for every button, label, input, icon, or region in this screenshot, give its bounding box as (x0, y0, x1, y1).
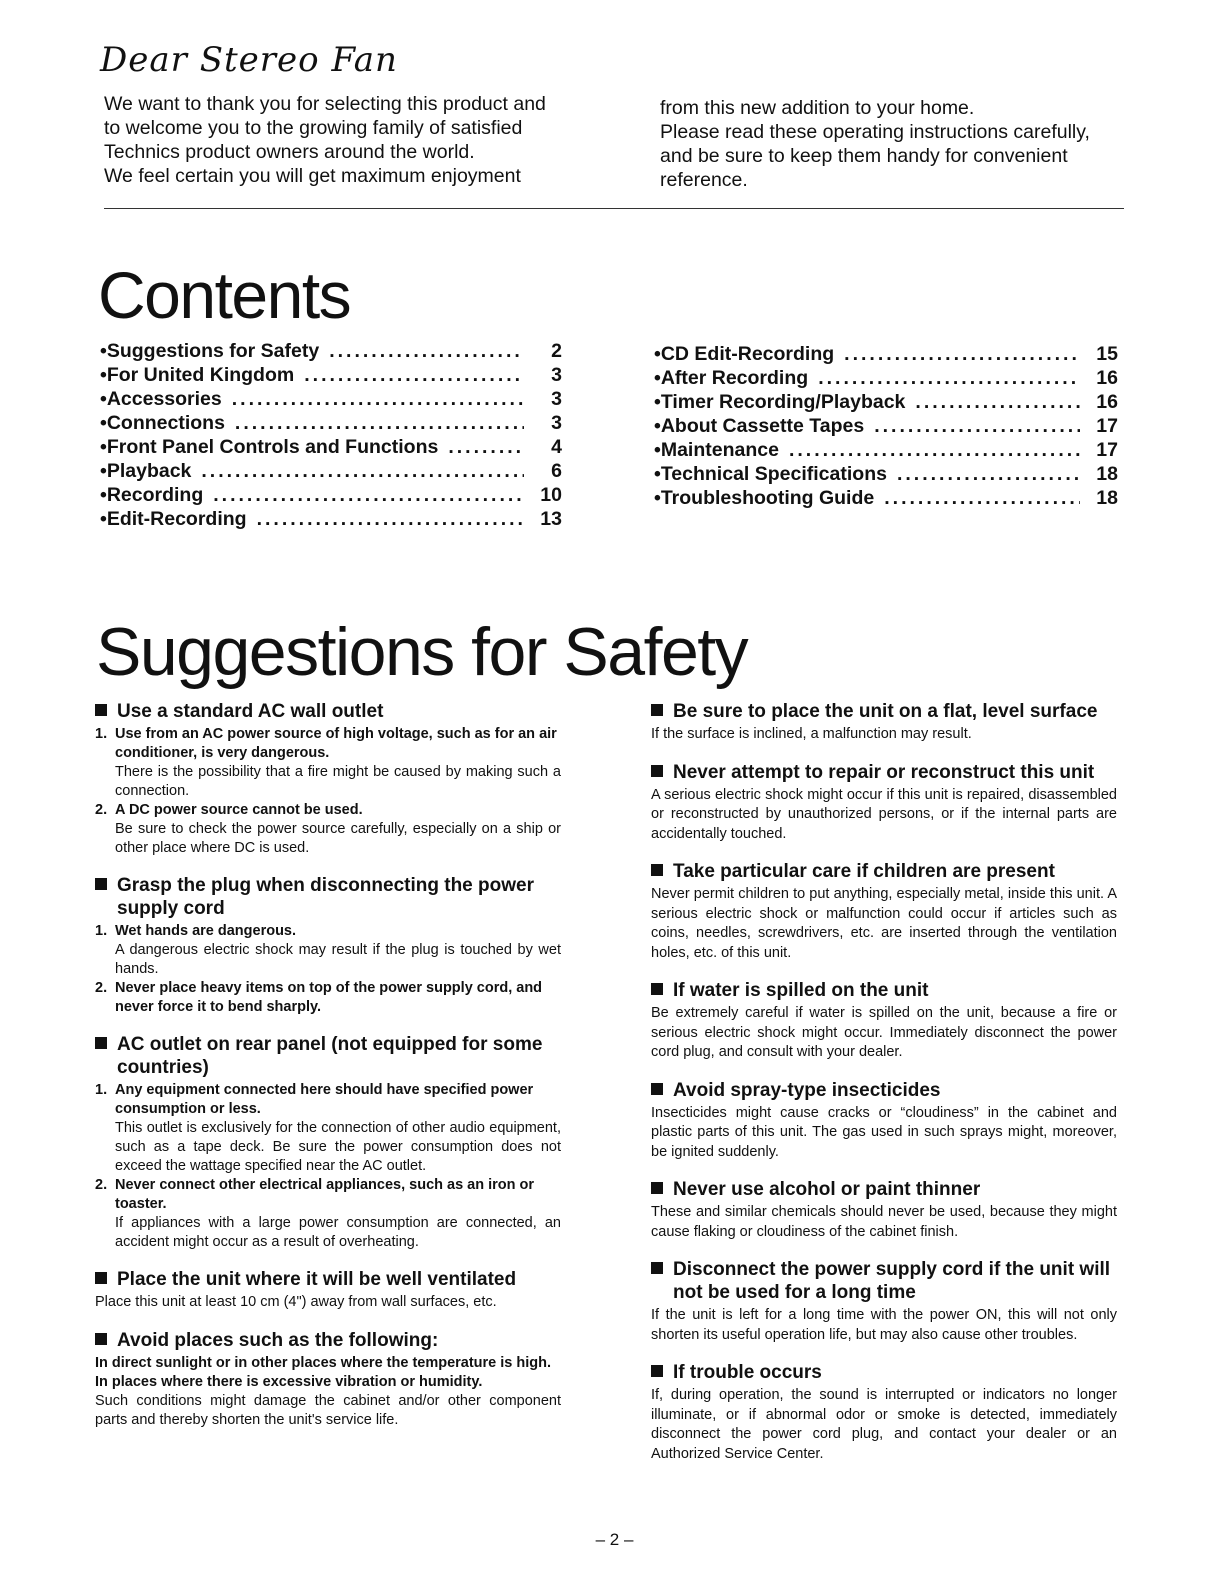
toc-right-column (654, 343, 1118, 511)
section-text: Place this unit at least 10 cm (4") away from wall surfaces, etc. (95, 1294, 497, 1310)
toc-page: 6 (551, 460, 562, 482)
item-text: If appliances with a large power consumption are connected, an accident might occur as a result of overheating. (115, 1215, 561, 1250)
item-bold: Never place heavy items on top of the power supply cord, and never force it to bend sharply. (115, 980, 543, 1015)
toc-leader (329, 340, 524, 363)
section-heading-text: AC outlet on rear panel (not equipped for some countries) (117, 1034, 543, 1078)
square-bullet-icon (95, 1037, 107, 1049)
toc-page: 18 (1096, 487, 1118, 509)
toc-page: 18 (1096, 463, 1118, 485)
safety-section (651, 1361, 1117, 1464)
toc-leader (232, 388, 524, 411)
safety-section (95, 874, 561, 1017)
toc-item (654, 487, 1118, 511)
toc-label: • After Recording (654, 367, 808, 390)
toc-label: • Accessories (100, 388, 222, 411)
toc-label: • Recording (100, 484, 203, 507)
safety-section (95, 1033, 561, 1252)
toc-item (100, 508, 562, 532)
toc-leader (201, 460, 524, 483)
toc-item (100, 412, 562, 436)
toc-page: 3 (551, 364, 562, 386)
section-text: Never permit children to put anything, especially metal, inside this unit. A serious electric shock or malfunction could occur if articles such as coins, needles, screwdrivers, etc. are inserted through the ventilation holes, etc. of this unit. (651, 886, 1117, 961)
toc-item (100, 460, 562, 484)
toc-label: • Playback (100, 460, 191, 483)
toc-page: 4 (551, 436, 562, 458)
section-text: If, during operation, the sound is interrupted or indicators no longer illuminate, or if abnormal odor or smoke is detected, immediately disconnect the power cord plug, and contact your dealer or an Authorized Service Center. (651, 1387, 1117, 1462)
intro-line: and be sure to keep them handy for convenient (660, 145, 1068, 167)
toc-item (654, 439, 1118, 463)
toc-item (100, 484, 562, 508)
safety-title: Suggestions for Safety (96, 614, 748, 690)
section-text: Be extremely careful if water is spilled on the unit, because a fire or serious electric shock might occur. Immediately disconnect the power cord plug, and consult with your dealer. (651, 1005, 1117, 1060)
list-item (95, 1176, 561, 1252)
section-heading-text: Never use alcohol or paint thinner (673, 1179, 981, 1200)
item-text: A dangerous electric shock may result if the plug is touched by wet hands. (115, 942, 561, 977)
toc-leader (844, 343, 1080, 366)
toc-label: • Connections (100, 412, 225, 435)
list-item (95, 922, 561, 979)
section-heading-text: Disconnect the power supply cord if the unit will not be used for a long time (673, 1259, 1111, 1303)
square-bullet-icon (651, 1365, 663, 1377)
safety-section (651, 761, 1117, 845)
toc-item (100, 364, 562, 388)
section-heading (651, 1079, 1117, 1102)
intro-line: We want to thank you for selecting this product and (104, 93, 546, 115)
toc-label: • Technical Specifications (654, 463, 887, 486)
square-bullet-icon (651, 983, 663, 995)
item-bold: A DC power source cannot be used. (115, 802, 363, 818)
square-bullet-icon (95, 704, 107, 716)
item-number: 2. (95, 802, 108, 818)
section-heading (651, 761, 1117, 784)
section-heading (651, 700, 1117, 723)
section-heading-text: Never attempt to repair or reconstruct this unit (673, 761, 1095, 783)
safety-left-column (95, 700, 561, 1447)
section-heading (95, 874, 561, 920)
intro-right (660, 96, 1124, 192)
intro-left (104, 92, 574, 188)
section-text: These and similar chemicals should never be used, because they might cause flaking or cloudiness of the cabinet finish. (651, 1204, 1117, 1240)
toc-leader (304, 364, 524, 387)
item-bold: Any equipment connected here should have specified power consumption or less. (115, 1082, 534, 1117)
item-text: There is the possibility that a fire might be caused by making such a connection. (115, 764, 561, 799)
toc-leader (235, 412, 524, 435)
greeting-title: Dear Stereo Fan (100, 40, 398, 80)
toc-item (654, 367, 1118, 391)
toc-page: 2 (551, 340, 562, 362)
square-bullet-icon (651, 1083, 663, 1095)
section-heading (95, 1033, 561, 1079)
square-bullet-icon (95, 1272, 107, 1284)
toc-leader (818, 367, 1080, 390)
toc-page: 17 (1096, 415, 1118, 437)
square-bullet-icon (651, 704, 663, 716)
toc-page: 10 (540, 484, 562, 506)
section-bold-line: In places where there is excessive vibration or humidity. (95, 1373, 483, 1390)
toc-page: 17 (1096, 439, 1118, 461)
section-text: Such conditions might damage the cabinet and/or other component parts and thereby shorten the unit's service life. (95, 1392, 561, 1428)
section-heading-text: Be sure to place the unit on a flat, level surface (673, 701, 1098, 722)
item-number: 1. (95, 726, 108, 742)
list-item (95, 801, 561, 858)
toc-item (100, 436, 562, 460)
toc-label: • Edit-Recording (100, 508, 247, 531)
section-heading (95, 1329, 561, 1352)
section-text: A serious electric shock might occur if this unit is repaired, disassembled or reconstructed by unauthorized persons, or if the internal parts are accidentally touched. (651, 786, 1117, 842)
toc-label: • CD Edit-Recording (654, 343, 834, 366)
toc-leader (789, 439, 1080, 462)
item-bold: Use from an AC power source of high voltage, such as for an air conditioner, is very dangerous. (115, 726, 557, 761)
intro-line: reference. (660, 169, 748, 191)
safety-section (651, 979, 1117, 1063)
toc-item (654, 415, 1118, 439)
toc-label: • For United Kingdom (100, 364, 294, 387)
toc-label: • Troubleshooting Guide (654, 487, 874, 510)
contents-title: Contents (98, 258, 351, 332)
toc-label: • Suggestions for Safety (100, 340, 319, 363)
section-heading-text: If trouble occurs (673, 1362, 822, 1383)
square-bullet-icon (95, 1333, 107, 1345)
square-bullet-icon (651, 1182, 663, 1194)
item-number: 1. (95, 923, 108, 939)
section-heading-text: If water is spilled on the unit (673, 980, 929, 1001)
toc-page: 15 (1096, 343, 1118, 365)
section-heading (651, 979, 1117, 1002)
toc-leader (915, 391, 1080, 414)
toc-leader (257, 508, 524, 531)
safety-section (651, 860, 1117, 963)
intro-line: Technics product owners around the world. (104, 141, 475, 163)
safety-section (651, 1079, 1117, 1163)
toc-left-column (100, 340, 562, 532)
section-heading-text: Place the unit where it will be well ventilated (117, 1269, 517, 1290)
toc-leader (884, 487, 1080, 510)
toc-leader (897, 463, 1080, 486)
toc-label: • Front Panel Controls and Functions (100, 436, 438, 459)
toc-page: 13 (540, 508, 562, 530)
section-heading-text: Use a standard AC wall outlet (117, 701, 384, 722)
section-heading (95, 700, 561, 723)
intro-line: from this new addition to your home. (660, 97, 975, 119)
section-heading-text: Avoid places such as the following: (117, 1329, 439, 1351)
section-heading-text: Take particular care if children are present (673, 861, 1055, 882)
page-number: – 2 – (595, 1530, 634, 1549)
section-text: Insecticides might cause cracks or “cloudiness” in the cabinet and plastic parts of this unit. The gas used in such sprays might, moreover, be ignited suddenly. (651, 1104, 1117, 1160)
toc-page: 16 (1096, 391, 1118, 413)
safety-section (95, 1329, 561, 1431)
section-heading (651, 860, 1117, 883)
toc-item (654, 391, 1118, 415)
toc-page: 3 (551, 412, 562, 434)
divider (104, 208, 1124, 209)
safety-right-column (651, 700, 1117, 1480)
list-item (95, 725, 561, 801)
square-bullet-icon (651, 765, 663, 777)
item-number: 1. (95, 1082, 108, 1098)
toc-label: • Timer Recording/Playback (654, 391, 905, 414)
list-item (95, 1081, 561, 1176)
section-heading-text: Avoid spray-type insecticides (673, 1079, 941, 1101)
toc-label: • Maintenance (654, 439, 779, 462)
toc-item (654, 463, 1118, 487)
safety-section (651, 1178, 1117, 1242)
section-bold-line: In direct sunlight or in other places where the temperature is high. (95, 1354, 552, 1371)
toc-item (654, 343, 1118, 367)
square-bullet-icon (651, 864, 663, 876)
item-bold: Wet hands are dangerous. (115, 923, 297, 939)
square-bullet-icon (95, 878, 107, 890)
safety-section (651, 700, 1117, 745)
safety-section (95, 700, 561, 858)
item-text: This outlet is exclusively for the connection of other audio equipment, such as a tape deck. Be sure the power consumption does not exceed the wattage specified near the AC outlet. (115, 1120, 561, 1174)
section-heading-text: Grasp the plug when disconnecting the power supply cord (117, 875, 534, 919)
item-bold: Never connect other electrical appliances, such as an iron or toaster. (115, 1177, 535, 1212)
section-heading (95, 1268, 561, 1291)
intro-line: We feel certain you will get maximum enjoyment (104, 165, 521, 187)
toc-item (100, 388, 562, 412)
toc-label: • About Cassette Tapes (654, 415, 864, 438)
section-text: If the unit is left for a long time with the power ON, this will not only shorten its useful operation life, but may also cause other troubles. (651, 1307, 1117, 1343)
toc-leader (874, 415, 1080, 438)
toc-page: 3 (551, 388, 562, 410)
square-bullet-icon (651, 1262, 663, 1274)
section-heading (651, 1361, 1117, 1384)
toc-leader (448, 436, 524, 459)
item-number: 2. (95, 980, 108, 996)
section-text: If the surface is inclined, a malfunction may result. (651, 726, 972, 742)
item-number: 2. (95, 1177, 108, 1193)
item-text: Be sure to check the power source carefully, especially on a ship or other place where DC is used. (115, 821, 561, 856)
toc-page: 16 (1096, 367, 1118, 389)
intro-line: Please read these operating instructions carefully, (660, 121, 1090, 143)
safety-section (95, 1268, 561, 1313)
list-item (95, 979, 561, 1017)
toc-leader (213, 484, 524, 507)
intro-line: to welcome you to the growing family of satisfied (104, 117, 523, 139)
section-heading (651, 1258, 1117, 1304)
safety-section (651, 1258, 1117, 1345)
section-heading (651, 1178, 1117, 1201)
toc-item (100, 340, 562, 364)
